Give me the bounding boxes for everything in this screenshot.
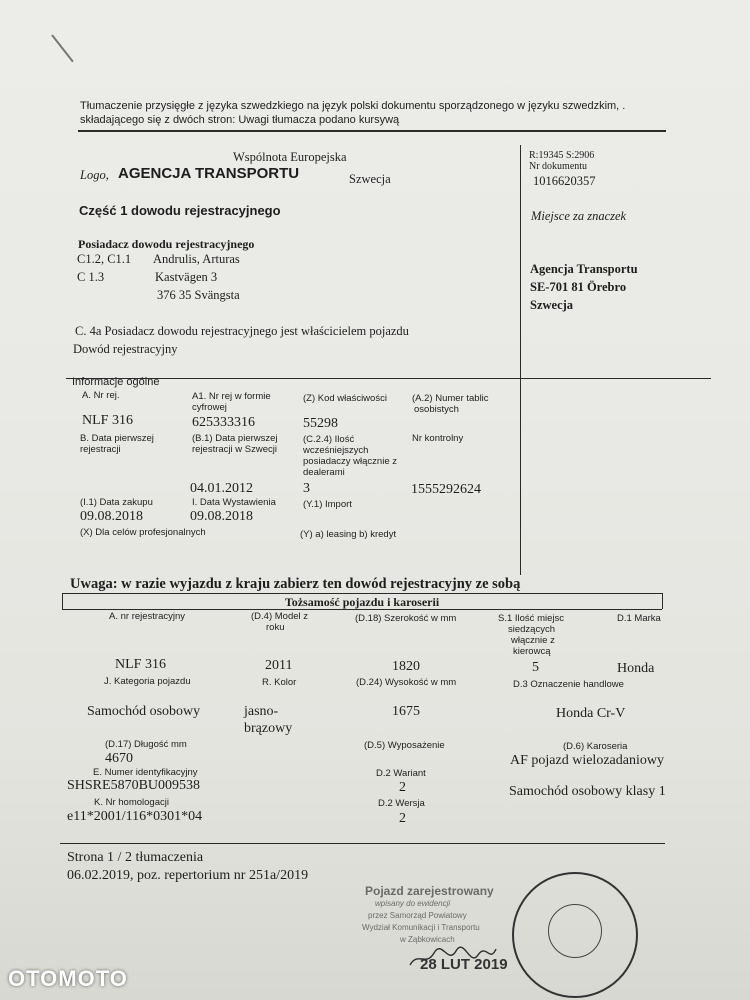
signature-scribble [408,945,498,971]
model-year-label-2: roku [266,622,285,633]
trade-name-label: D.3 Oznaczenie handlowe [513,679,624,690]
width-label: (D.18) Szerokość w mm [355,613,457,624]
make-label: D.1 Marka [617,613,661,624]
property-code-label: (Z) Kod właściwości [303,393,387,404]
category-label: J. Kategoria pojazdu [104,676,191,687]
first-reg-sweden-label-1: (B.1) Data pierwszej [192,433,278,444]
version-value: 2 [399,811,406,826]
warning-text: Uwaga: w razie wyjazdu z kraju zabierz ten dowód rejestracyjny ze sobą [70,576,521,592]
agency-address-line2: SE-701 81 Örebro [530,280,627,294]
variant-label: D.2 Wariant [376,768,426,779]
prev-owners-value: 3 [303,481,310,496]
purchase-date-value: 09.08.2018 [80,509,143,524]
registration-stamp-line4: Wydział Komunikacji i Transportu [362,923,480,932]
color-value-1: jasno- [244,704,279,719]
homologation-value: e11*2001/116*0301*04 [67,809,203,824]
agency-address-line3: Szwecja [530,298,574,312]
model-year-value: 2011 [265,658,293,673]
category-value: Samochód osobowy [87,704,201,719]
personal-plate-label-1: (A.2) Numer tablic [412,393,489,404]
leasing-credit-label: (Y) a) leasing b) kredyt [300,529,397,540]
first-reg-sweden-value: 04.01.2012 [190,481,253,496]
make-value: Honda [617,661,655,676]
seats-label-4: kierowcą [513,646,551,657]
translation-note-line1: Tłumaczenie przysięgłe z języka szwedzkiego na język polski dokumentu sporządzonego w języku szwedzkim, . [80,100,626,112]
digital-reg-value: 625333316 [192,415,255,430]
issue-date-value: 09.08.2018 [190,509,253,524]
trade-name-value: Honda Cr-V [556,706,626,721]
vehicle-heading: Tożsamość pojazdu i karoserii [284,595,440,609]
digital-reg-label-1: A1. Nr rej w formie [192,391,271,402]
document-number: 1016620357 [533,174,596,188]
prev-owners-label-2: wcześniejszych [303,445,369,456]
seats-label-1: S.1 Ilość miejsc [498,613,564,624]
holder-name: Andrulis, Arturas [153,252,240,266]
width-value: 1820 [392,659,420,674]
v-reg-value: NLF 316 [115,657,166,672]
holder-city: 376 35 Svängsta [157,288,240,302]
registration-stamp-line3: przez Samorząd Powiatowy [368,911,467,920]
translation-note-line2: składającego się z dwóch stron: Uwagi tłumacza podano kursywą [80,114,400,126]
v-reg-label: A. nr rejestracyjny [109,611,186,622]
holder-c13-label: C 1.3 [77,270,105,284]
vehicle-header-top [62,593,662,594]
eu-community-label: Wspólnota Europejska [233,150,347,164]
prev-owners-label-3: posiadaczy włącznie z [303,456,397,467]
vin-label: E. Numer identyfikacyjny [93,767,198,778]
reg-no-label: A. Nr rej. [82,390,120,401]
color-value-2: brązowy [244,721,293,736]
agency-address-line1: Agencja Transportu [530,262,638,276]
seats-value: 5 [532,660,539,675]
agency-title: AGENCJA TRANSPORTU [118,165,300,182]
document-number-label: Nr dokumentu [529,161,588,172]
purchase-date-label: (I.1) Data zakupu [80,497,153,508]
general-divider [66,378,711,379]
translator-seal-emblem [548,904,602,958]
document-type: Dowód rejestracyjny [73,342,178,356]
document-part-title: Część 1 dowodu rejestracyjnego [79,203,281,218]
holder-owner-note: C. 4a Posiadacz dowodu rejestracyjnego jest właścicielem pojazdu [75,324,409,338]
page-count: Strona 1 / 2 tłumaczenia [67,850,204,865]
first-reg-sweden-label-2: rejestracji w Szwecji [192,444,277,455]
color-label: R. Kolor [262,677,297,688]
issue-date-label: I. Data Wystawienia [192,497,276,508]
footer-divider [60,843,665,844]
seats-label-3: włącznie z [511,635,555,646]
paper-clip-mark [51,34,74,62]
vehicle-class-value: Samochód osobowy klasy 1 [509,784,666,799]
professional-use-label: (X) Dla celów profesjonalnych [80,527,206,538]
height-value: 1675 [392,704,420,719]
length-value: 4670 [105,751,133,766]
registration-stamp-line2: wpisany do ewidencji [375,899,451,908]
reference-code: R:19345 S:2906 [529,150,595,161]
property-code-value: 55298 [303,416,338,431]
prev-owners-label-1: (C.2.4) Ilość [303,434,355,445]
vehicle-header-right [662,593,663,609]
registration-stamp-date: 28 LUT 2019 [420,956,508,973]
vin-value: SHSRE5870BU009538 [67,778,201,793]
length-label: (D.17) Długość mm [105,739,187,750]
header-divider [78,130,666,132]
first-reg-label-1: B. Data pierwszej [80,433,154,444]
logo-note: Logo, [80,168,109,182]
height-label: (D.24) Wysokość w mm [356,677,457,688]
seats-label-2: siedzących [508,624,555,635]
country-label: Szwecja [349,172,391,186]
repertory-entry: 06.02.2019, poz. repertorium nr 251a/2019 [67,868,309,883]
personal-plate-label-2: osobistych [414,404,459,415]
otomoto-watermark: OTOMOTO [8,966,128,991]
control-no-label: Nr kontrolny [412,433,464,444]
body-value: AF pojazd wielozadaniowy [510,753,664,768]
import-label: (Y.1) Import [303,499,352,510]
variant-value: 2 [399,780,406,795]
digital-reg-label-2: cyfrowej [192,402,227,413]
registration-stamp-line1: Pojazd zarejestrowany [365,884,494,898]
homologation-label: K. Nr homologacji [94,797,169,808]
prev-owners-label-4: dealerami [303,467,345,478]
body-label: (D.6) Karoseria [563,741,628,752]
holder-c12-label: C1.2, C1.1 [77,252,132,266]
first-reg-label-2: rejestracji [80,444,121,455]
stamp-place-note: Miejsce za znaczek [531,209,627,223]
holder-heading: Posiadacz dowodu rejestracyjnego [78,237,255,251]
model-year-label-1: (D.4) Model z [251,611,309,622]
holder-street: Kastvägen 3 [155,270,218,284]
general-heading: Informacje ogólne [72,376,160,388]
equipment-label: (D.5) Wyposażenie [364,740,445,751]
version-label: D.2 Wersja [378,798,425,809]
reg-no-value: NLF 316 [82,413,133,428]
control-no-value: 1555292624 [411,482,481,497]
right-column-divider [520,145,521,575]
registration-stamp-line5: w Ząbkowicach [400,935,455,944]
